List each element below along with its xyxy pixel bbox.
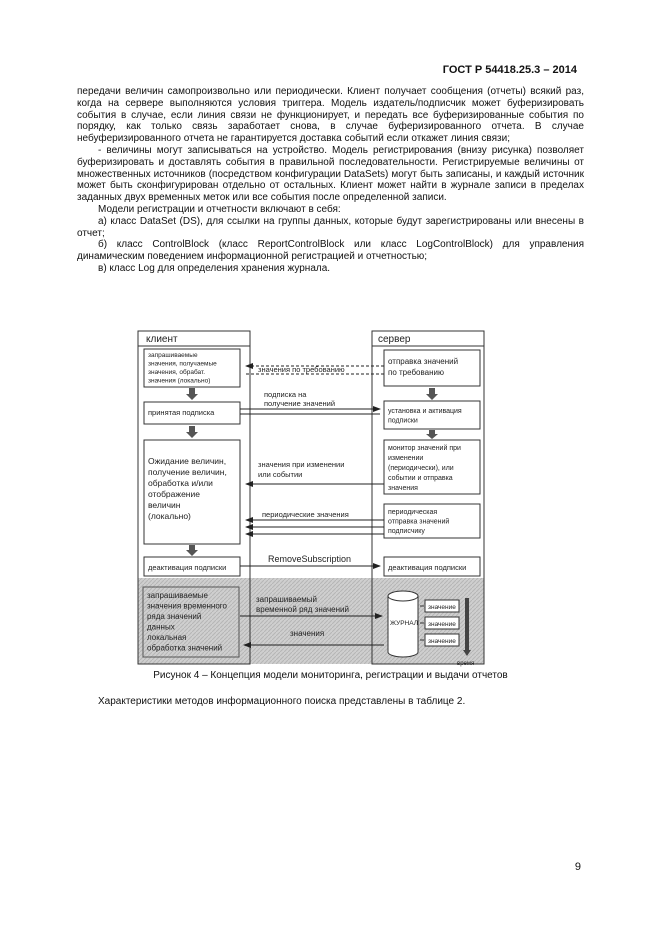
server-box-setup-subscription-label-line: подписки [388, 417, 418, 425]
client-box-waiting-values-label-line: обработка и/или [148, 478, 213, 488]
client-box-requested-values-label-line: значения, получаемые [148, 360, 217, 368]
page-number: 9 [574, 861, 581, 873]
server-box-periodic-send-label-line: подписчику [388, 528, 425, 535]
time-label: время [457, 661, 475, 667]
journal-entry-1-label: значение [428, 604, 456, 611]
document-header: ГОСТ Р 54418.25.3 – 2014 [442, 64, 577, 76]
client-box-accepted-subscription-label-line: принятая подписка [148, 408, 215, 417]
client-box-waiting-values-label-line: величин [148, 500, 181, 510]
server-box-deactivation-label [388, 563, 466, 572]
paragraph-6: в) класс Log для определения хранения журнала. [98, 262, 331, 274]
arrow-label-on-demand-line: значения по требованию [258, 365, 345, 374]
arrow-label-remove-subscription-line: RemoveSubscription [268, 554, 352, 564]
arrow-label-values-line: значения [290, 629, 325, 638]
journal-entry-2-label: значение [428, 621, 456, 628]
client-box-waiting-values-label-line: получение величин, [148, 467, 227, 477]
server-box-setup-subscription-label-line: установка и активация [388, 408, 462, 415]
arrow-label-subscription-line: подписка на [264, 390, 307, 399]
server-box-periodic-send-label-line: периодическая [388, 509, 438, 516]
journal-entry-3-label: значение [428, 638, 456, 645]
client-box-time-series-label-line: ряда значений [147, 612, 202, 621]
client-box-deactivation-label [148, 563, 226, 572]
client-box-time-series-label-line: локальная [147, 633, 187, 642]
server-box-deactivation-label-line: деактивация подписки [388, 563, 467, 572]
client-box-time-series-label-line: данных [147, 622, 175, 632]
arrow-label-periodic [262, 510, 349, 519]
server-box-setup-subscription [384, 401, 480, 429]
paragraph-1: передачи величин самопроизвольно или периодически. Клиент получает сообщения (отчеты) всякий раз, когда на сервере выполняются условия триггера. Модель издатель/подписчик может буферизировать события в случае, если линия связи не функционирует, и передать все буферизированные события по порядку, как только связь заработает снова, в случае буферизированного отчета. В случае небуферизированного отчета не гарантируется доставка событий если откажет линия связи; [77, 86, 584, 145]
client-box-requested-values-label-line: значения, обрабат. [148, 369, 206, 376]
arrow-label-subscription [264, 390, 335, 408]
paragraph-2: - величины могут записываться на устройство. Модель регистрирования (внизу рисунка) позволяет буферизировать и доставлять события в правильной последовательности. Регистрируемые величины от множественных источников (посредством конфигурации DataSets) могут быть записаны, и каждый источник может быть сконфигурирован отдельно от остальных. Клиент может найти в журнале записи в пределах заданных двух временных меток или все события после определенной записи. [77, 144, 584, 204]
journal-label: ЖУРНАЛ [390, 620, 419, 627]
arrow-label-on-change [258, 460, 344, 479]
client-box-waiting-values-label-line: отображение [148, 489, 200, 499]
client-box-requested-values-label-line: значения (локально) [148, 377, 211, 385]
client-box-time-series-label-line: запрашиваемые [147, 591, 208, 600]
server-box-send-on-demand-label-line: отправка значений [388, 357, 459, 366]
server-box-monitor-label-line: (периодически), или [388, 465, 454, 472]
server-box-periodic-send-label-line: отправка значений [388, 518, 450, 526]
client-box-accepted-subscription-label [148, 408, 215, 417]
arrow-label-remove-subscription [268, 554, 351, 564]
client-box-waiting-values-label-line: Ожидание величин, [148, 456, 227, 466]
server-box-send-on-demand-label-line: по требованию [388, 368, 445, 377]
paragraph-3: Модели регистрации и отчетности включают в себя: [98, 203, 341, 215]
paragraph-5: б) класс ControlBlock (класс ReportControlBlock или класс LogControlBlock) для управления динамическим поведением информационной регистрацией и отчетностью; [77, 239, 584, 263]
client-box-deactivation-label-line: деактивация подписки [148, 563, 227, 572]
server-box-monitor-label-line: значения [388, 485, 418, 492]
arrow-label-values [290, 629, 324, 638]
arrow-label-time-series-line: запрашиваемый [256, 595, 318, 604]
server-box-monitor-label-line: изменении [388, 455, 424, 462]
server-box-monitor-label-line: событии и отправка [388, 475, 453, 482]
client-title: клиент [146, 334, 178, 345]
server-title: сервер [378, 334, 411, 345]
server-box-monitor-label-line: монитор значений при [388, 445, 461, 452]
arrow-label-on-change-line: значения при изменении [258, 460, 345, 469]
arrow-label-on-demand [258, 365, 345, 374]
arrow-label-periodic-line: периодические значения [262, 510, 349, 519]
client-box-time-series-label-line: значения временного [147, 601, 227, 611]
client-box-requested-values-label-line: запрашиваемые [148, 352, 198, 359]
arrow-label-subscription-line: получение значений [264, 399, 336, 408]
paragraph-after-figure: Характеристики методов информационного поиска представлены в таблице 2. [98, 696, 466, 707]
client-box-waiting-values-label-line: (локально) [148, 511, 191, 521]
client-box-time-series-label-line: обработка значений [147, 643, 223, 653]
figure-caption: Рисунок 4 – Концепция модели мониторинга, регистрации и выдачи отчетов [153, 670, 508, 681]
arrow-label-on-change-line: или событии [258, 470, 303, 479]
paragraph-4: а) класс DataSet (DS), для ссылки на группы данных, которые будут зарегистрированы или внесены в отчет; [77, 215, 584, 239]
arrow-label-time-series-line: временной ряд значений [256, 605, 349, 614]
